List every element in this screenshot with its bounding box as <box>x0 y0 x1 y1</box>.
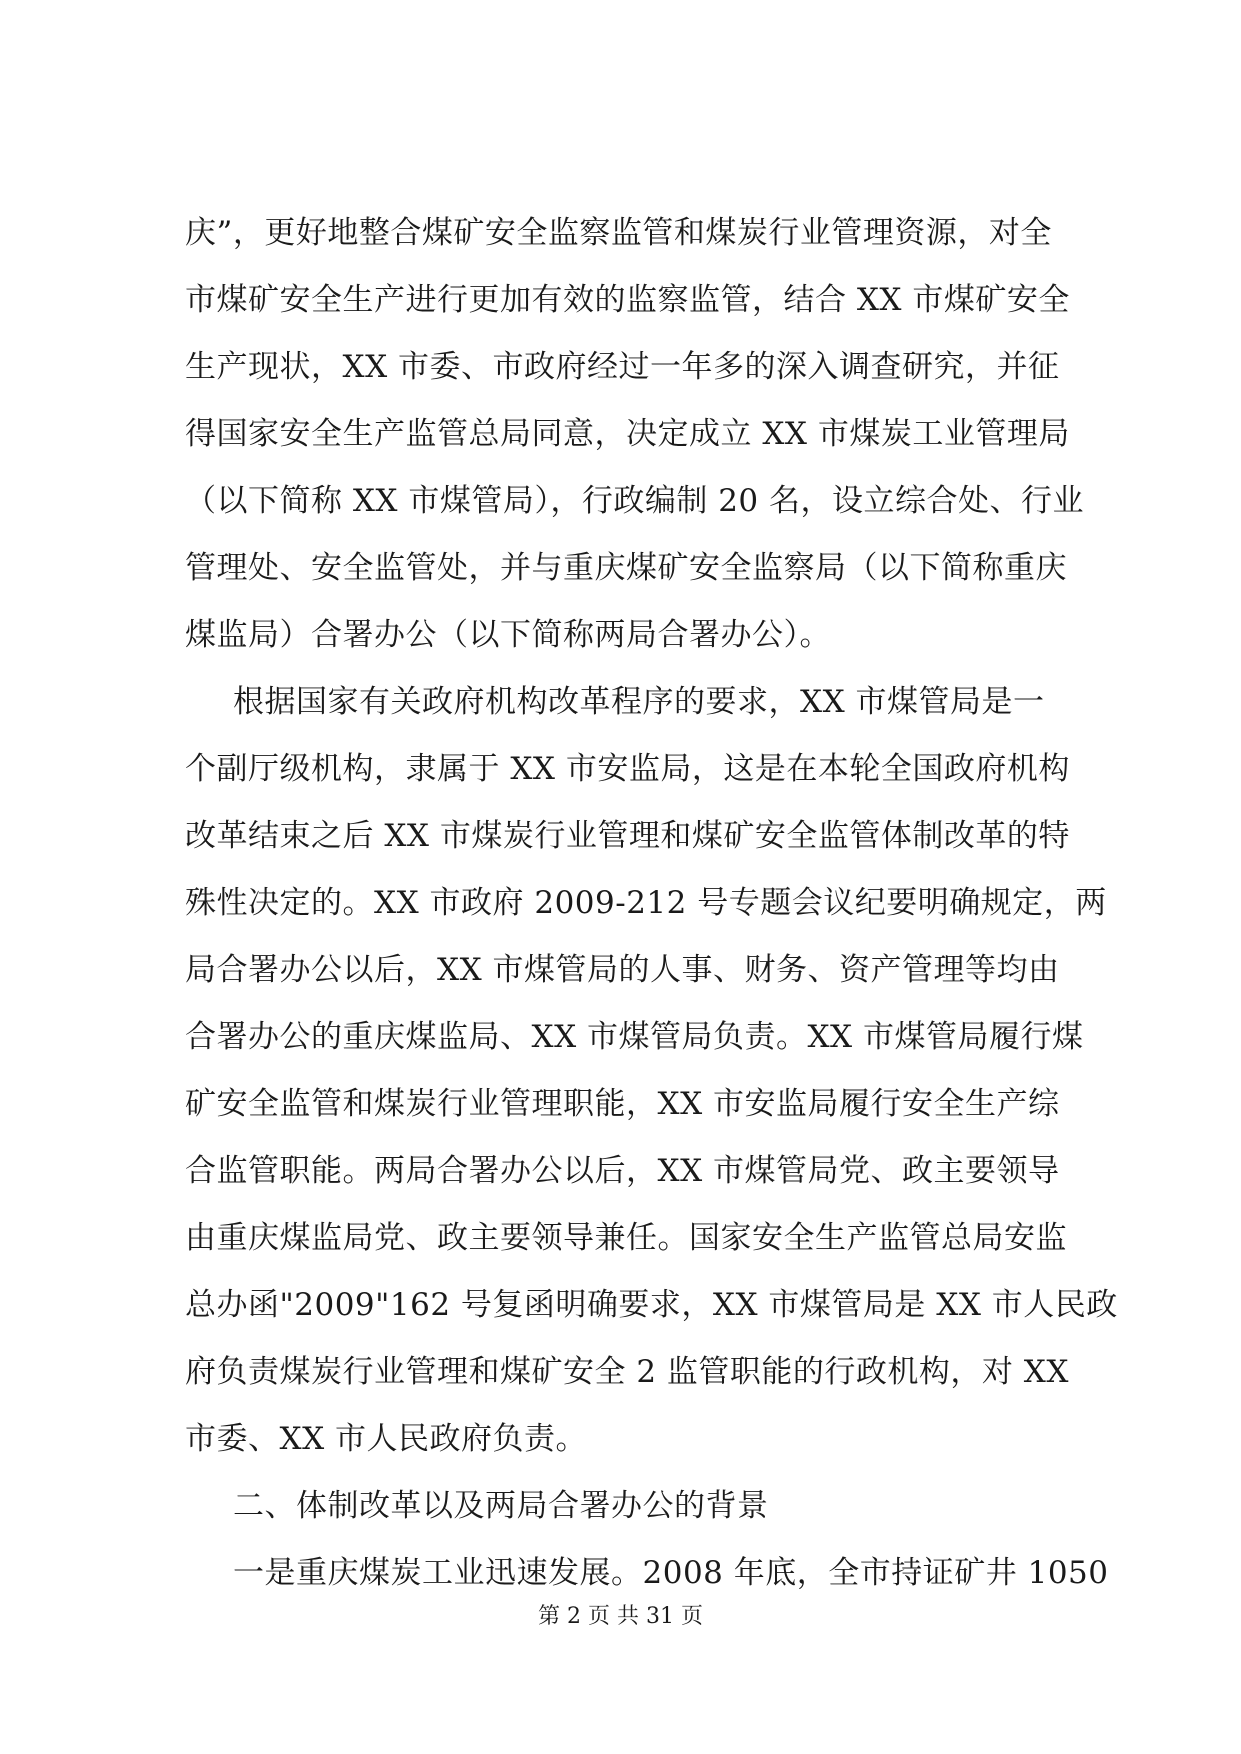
text-line: 局合署办公以后，XX 市煤管局的人事、财务、资产管理等均由 <box>185 952 1060 988</box>
text-line: 市委、XX 市人民政府负责。 <box>185 1421 587 1457</box>
text-line: 生产现状，XX 市委、市政府经过一年多的深入调查研究，并征 <box>185 349 1060 385</box>
text-line: 管理处、安全监管处，并与重庆煤矿安全监察局（以下简称重庆 <box>185 550 1067 586</box>
text-line: 得国家安全生产监管总局同意，决定成立 XX 市煤炭工业管理局 <box>185 416 1070 452</box>
paragraph-first-line: 根据国家有关政府机构改革程序的要求，XX 市煤管局是一 <box>233 684 1045 720</box>
text-line: 殊性决定的。XX 市政府 2009-212 号专题会议纪要明确规定，两 <box>185 885 1107 921</box>
text-line: 庆”，更好地整合煤矿安全监察监管和煤炭行业管理资源，对全 <box>185 215 1052 251</box>
text-line: 府负责煤炭行业管理和煤矿安全 2 监管职能的行政机构，对 XX <box>185 1354 1069 1390</box>
text-line: 由重庆煤监局党、政主要领导兼任。国家安全生产监管总局安监 <box>185 1220 1067 1256</box>
paragraph-first-line: 一是重庆煤炭工业迅速发展。2008 年底，全市持证矿井 1050 <box>233 1555 1109 1591</box>
text-line: 煤监局）合署办公（以下简称两局合署办公）。 <box>185 617 831 653</box>
section-heading: 二、体制改革以及两局合署办公的背景 <box>233 1488 769 1524</box>
text-line: （以下简称 XX 市煤管局），行政编制 20 名，设立综合处、行业 <box>185 483 1084 519</box>
text-line: 个副厅级机构，隶属于 XX 市安监局，这是在本轮全国政府机构 <box>185 751 1070 787</box>
text-line: 矿安全监管和煤炭行业管理职能，XX 市安监局履行安全生产综 <box>185 1086 1060 1122</box>
page-footer <box>0 1602 1241 1632</box>
text-line: 市煤矿安全生产进行更加有效的监察监管，结合 XX 市煤矿安全 <box>185 282 1070 318</box>
page-indicator: 第 2 页 共 31 页 <box>538 1604 703 1629</box>
text-line: 合署办公的重庆煤监局、XX 市煤管局负责。XX 市煤管局履行煤 <box>185 1019 1084 1055</box>
document-body <box>185 200 1118 1607</box>
text-line: 合监管职能。两局合署办公以后，XX 市煤管局党、政主要领导 <box>185 1153 1060 1189</box>
text-line: 总办函"2009"162 号复函明确要求，XX 市煤管局是 XX 市人民政 <box>185 1287 1118 1323</box>
text-line: 改革结束之后 XX 市煤炭行业管理和煤矿安全监管体制改革的特 <box>185 818 1070 854</box>
